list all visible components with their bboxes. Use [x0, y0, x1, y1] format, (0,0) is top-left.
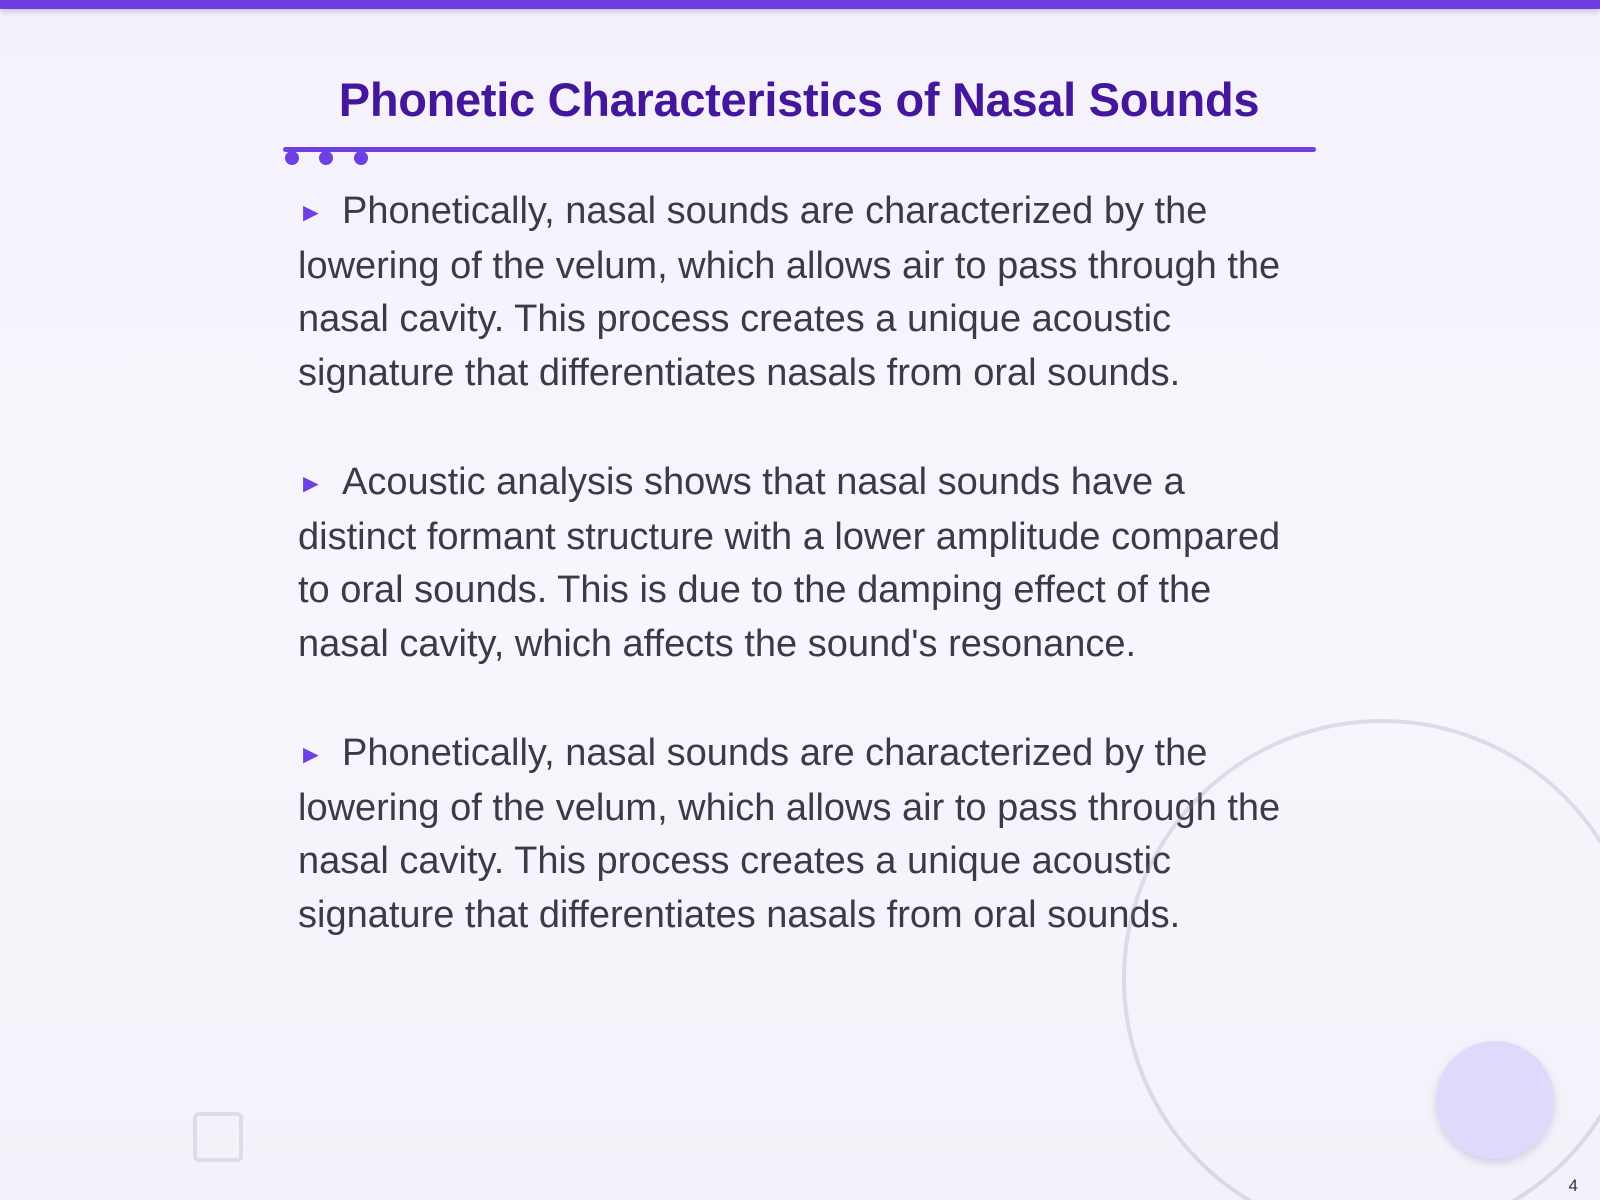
decorative-circle-filled: [1436, 1041, 1554, 1159]
triangle-bullet-icon: ►: [298, 468, 324, 498]
bullet-item: [298, 456, 1308, 671]
page-number: 4: [1568, 1176, 1578, 1195]
decorative-square: [193, 1112, 243, 1162]
bullet-text: Acoustic analysis shows that nasal sounds have a distinct formant structure with a lower amplitude compared to oral sounds. This is due to the damping effect of the nasal cavity, which affects the sound's resonance.: [298, 461, 1281, 665]
bullet-text: Phonetically, nasal sounds are characterized by the lowering of the velum, which allows air to pass through the nasal cavity. This process creates a unique acoustic signature that differentiates nasals from oral sounds.: [298, 732, 1281, 936]
triangle-bullet-icon: ►: [298, 197, 324, 227]
top-accent-bar: [0, 0, 1600, 9]
title-underline: [283, 147, 1316, 152]
triangle-bullet-icon: ►: [298, 739, 324, 769]
underline-dot: [319, 151, 333, 165]
underline-dot: [285, 151, 299, 165]
bullet-item: [298, 185, 1308, 400]
slide-title: Phonetic Characteristics of Nasal Sounds: [338, 73, 1260, 126]
bullet-text: Phonetically, nasal sounds are characterized by the lowering of the velum, which allows air to pass through the nasal cavity. This process creates a unique acoustic signature that differentiates nasals from oral sounds.: [298, 190, 1281, 394]
underline-dot: [354, 151, 368, 165]
